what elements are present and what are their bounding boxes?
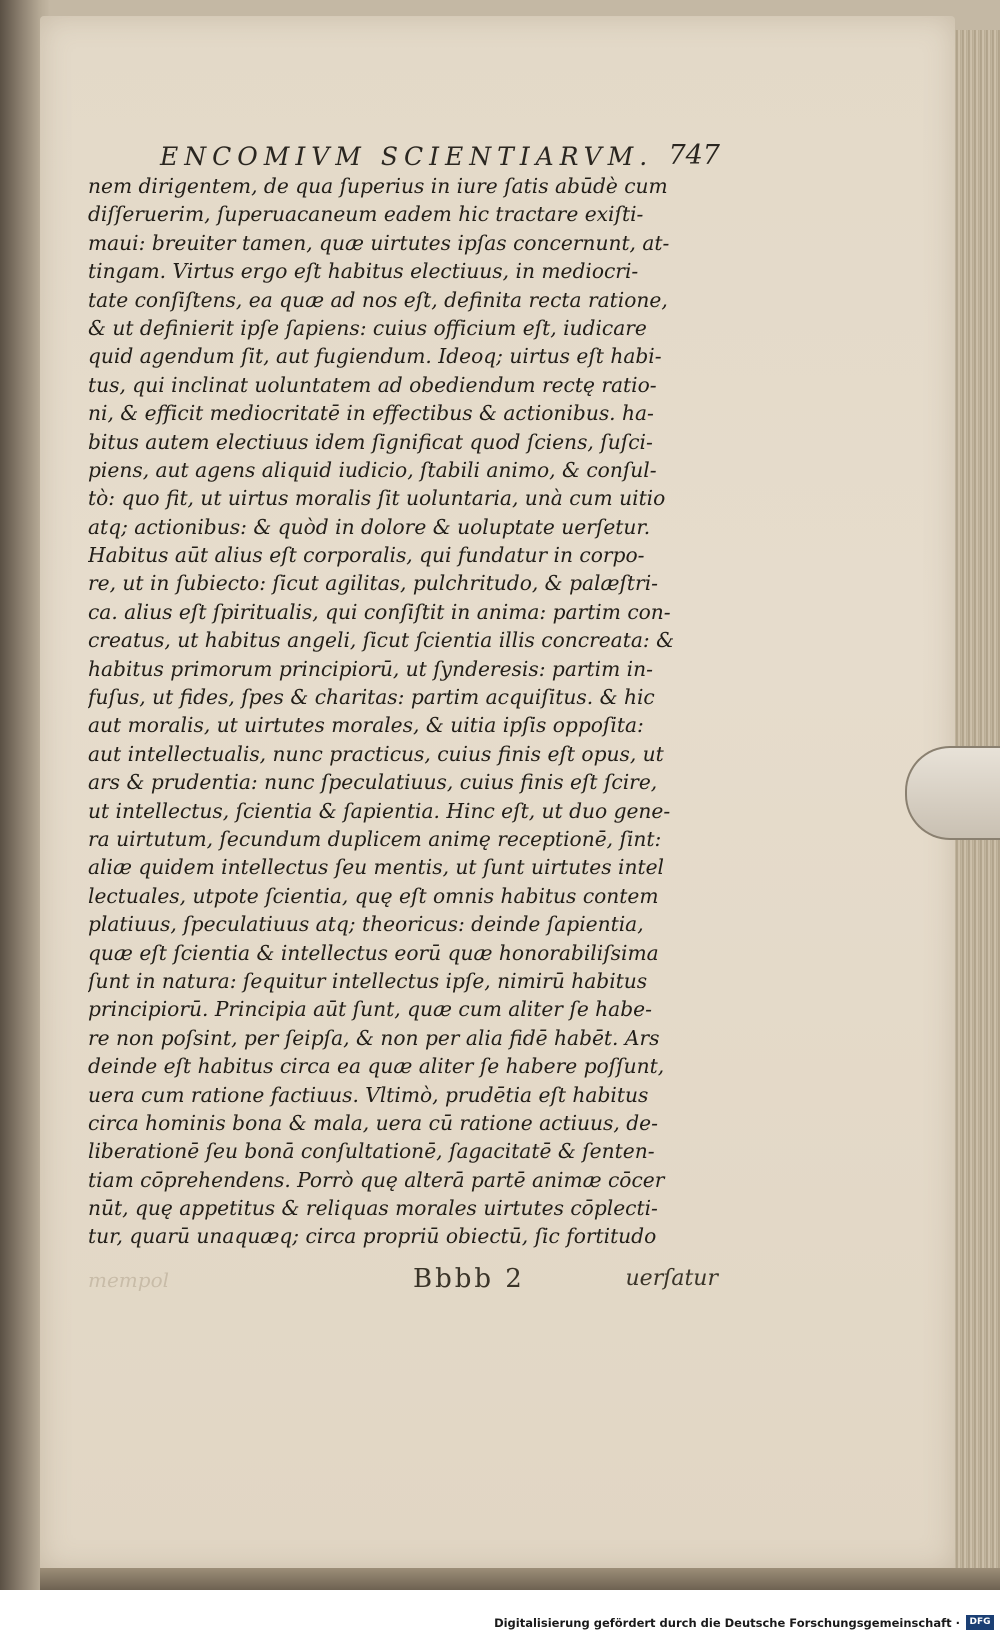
text-line: aut moralis, ut uirtutes morales, & uitia ipſis oppoſita: bbox=[88, 713, 644, 738]
text-line: uera cum ratione factiuus. Vltimò, prudētia eſt habitus bbox=[88, 1082, 649, 1107]
text-line: deinde eſt habitus circa ea quæ aliter ſe habere poſſunt, bbox=[88, 1054, 665, 1079]
book-bottom-edge bbox=[40, 1568, 1000, 1590]
text-line: ſunt in natura: ſequitur intellectus ipſe, nimirū habitus bbox=[88, 968, 648, 993]
text-line: re non poſsint, per ſeipſa, & non per alia fidē habēt. Ars bbox=[88, 1025, 660, 1050]
catchword: uerſatur bbox=[625, 1266, 718, 1291]
text-line: ni, & efficit mediocritatē in effectibus & actionibus. ha- bbox=[88, 401, 654, 426]
text-line: quæ eſt ſcientia & intellectus eorū quæ honorabiliſsima bbox=[88, 940, 659, 965]
text-line: piens, aut agens aliquid iudicio, ſtabili animo, & conſul- bbox=[88, 457, 657, 482]
dfg-logo: DFG bbox=[966, 1615, 994, 1630]
text-line: creatus, ut habitus angeli, ſicut ſcientia illis concreata: & bbox=[88, 628, 675, 653]
text-line: tate conſiſtens, ea quæ ad nos eſt, definita recta ratione, bbox=[88, 287, 668, 312]
text-line: ars & prudentia: nunc ſpeculatiuus, cuius finis eſt ſcire, bbox=[88, 770, 658, 795]
text-line: & ut definierit ipſe ſapiens: cuius officium eſt, iudicare bbox=[88, 315, 647, 340]
text-line: atq; actionibus: & quòd in dolore & uoluptate uerſetur. bbox=[88, 514, 651, 539]
text-line: tiam cōprehendens. Porrò quę alterā partē animæ cōcer bbox=[88, 1167, 665, 1192]
text-line: tus, qui inclinat uoluntatem ad obediendum rectę ratio- bbox=[88, 372, 657, 397]
text-line: lectuales, utpote ſcientia, quę eſt omnis habitus contem bbox=[88, 883, 659, 908]
signature-mark: Bbbb 2 bbox=[413, 1264, 525, 1294]
text-line: ra uirtutum, ſecundum duplicem animę receptionē, ſint: bbox=[88, 826, 662, 851]
text-line: ca. alius eſt ſpiritualis, qui conſiſtit in anima: partim con- bbox=[88, 599, 671, 624]
text-line: tur, quarū unaquæq; circa propriū obiectū, ſic fortitudo bbox=[88, 1224, 657, 1249]
text-line: nūt, quę appetitus & reliquas morales uirtutes cōplecti- bbox=[88, 1196, 658, 1221]
text-line: aliæ quidem intellectus ſeu mentis, ut ſunt uirtutes intel bbox=[88, 855, 664, 880]
text-line: re, ut in ſubiecto: ſicut agilitas, pulchritudo, & palæſtri- bbox=[88, 571, 658, 596]
text-line: tingam. Virtus ergo eſt habitus electiuus, in mediocri- bbox=[88, 259, 639, 284]
text-line: habitus primorum principiorū, ut ſynderesis: partim in- bbox=[88, 656, 653, 681]
text-line: ut intellectus, ſcientia & ſapientia. Hinc eſt, ut duo gene- bbox=[88, 798, 671, 823]
body-text bbox=[88, 172, 718, 1251]
digitization-credit: Digitalisierung gefördert durch die Deutsche Forschungsgemeinschaft · bbox=[494, 1616, 960, 1630]
text-line: diſſeruerim, ſuperuacaneum eadem hic tractare exiſti- bbox=[88, 202, 644, 227]
text-line: quid agendum ſit, aut fugiendum. Ideoq; uirtus eſt habi- bbox=[88, 344, 662, 369]
show-through-word: mempol bbox=[88, 1268, 170, 1292]
page-footer bbox=[88, 1260, 718, 1300]
text-line: principiorū. Principia aūt ſunt, quæ cum aliter ſe habe- bbox=[88, 997, 652, 1022]
page-number: 747 bbox=[668, 140, 720, 171]
running-title: ENCOMIVM SCIENTIARVM. bbox=[160, 142, 654, 171]
text-line: fuſus, ut fides, ſpes & charitas: partim acquiſitus. & hic bbox=[88, 685, 655, 710]
text-line: maui: breuiter tamen, quæ uirtutes ipſas concernunt, at- bbox=[88, 230, 670, 255]
page-header bbox=[150, 136, 720, 176]
text-line: circa hominis bona & mala, uera cū ratione actiuus, de- bbox=[88, 1110, 658, 1135]
text-line: liberationē ſeu bonā conſultationē, ſagacitatē & ſenten- bbox=[88, 1139, 655, 1164]
credit-bar bbox=[0, 1590, 1000, 1638]
page-clip bbox=[905, 746, 1000, 840]
text-line: nem dirigentem, de qua ſuperius in iure ſatis abūdè cum bbox=[88, 174, 668, 198]
text-line: tò: quo fit, ut uirtus moralis ſit uoluntaria, unà cum uitio bbox=[88, 486, 666, 511]
text-line: bitus autem electiuus idem ſignificat quod ſciens, ſuſci- bbox=[88, 429, 653, 454]
text-line: Habitus aūt alius eſt corporalis, qui fundatur in corpo- bbox=[88, 543, 645, 568]
text-line: aut intellectualis, nunc practicus, cuius finis eſt opus, ut bbox=[88, 741, 664, 766]
text-line: platiuus, ſpeculatiuus atq; theoricus: deinde ſapientia, bbox=[88, 912, 644, 937]
